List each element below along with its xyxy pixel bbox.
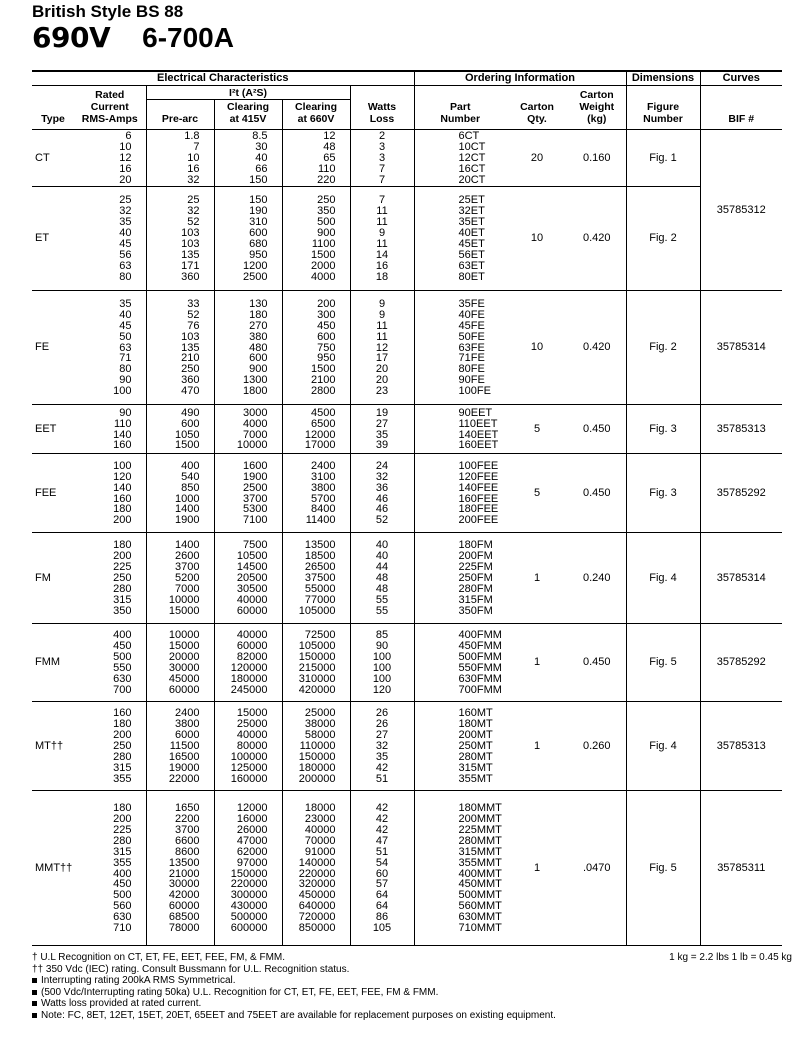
- part-number-list: 180MMT 200MMT 225MMT 280MMT 315MMT 355MMT 400MMT 450MMT 500MMT 560MMT 630MMT 710MMT: [414, 791, 506, 946]
- bif-number-cell: 35785292: [700, 624, 782, 702]
- footnote-watts: Watts loss provided at rated current.: [32, 998, 792, 1010]
- table-section-row: [32, 454, 782, 533]
- carton-weight-cell: .0470: [568, 791, 626, 946]
- watts-loss-list: 19 27 35 39: [350, 405, 414, 454]
- carton-qty-cell: 1: [506, 702, 568, 791]
- bif-number-cell: 35785292: [700, 454, 782, 533]
- rated-current-list: 400 450 500 550 630 700: [74, 624, 146, 702]
- table-section-row: [32, 533, 782, 624]
- type-cell: FEE: [32, 454, 74, 533]
- fuse-spec-table: [32, 70, 782, 946]
- part-number-list: 6CT 10CT 12CT 16CT 20CT: [414, 130, 506, 187]
- rated-current-list: 180 200 225 250 280 315 350: [74, 533, 146, 624]
- table-section-row: [32, 291, 782, 405]
- pre-arc-list: 25 32 52 103 103 135 171 360: [146, 187, 214, 291]
- watts-loss-list: 24 32 36 46 46 52: [350, 454, 414, 533]
- figure-number-cell: Fig. 1: [626, 130, 700, 187]
- type-cell: FMM: [32, 624, 74, 702]
- page-header: [32, 2, 234, 54]
- bullet-icon: [32, 1013, 37, 1018]
- pre-arc-list: 490 600 1050 1500: [146, 405, 214, 454]
- figure-number-cell: Fig. 5: [626, 624, 700, 702]
- rating-heading: [32, 22, 234, 54]
- clearing-660-list: 2400 3100 3800 5700 8400 11400: [282, 454, 350, 533]
- clearing-415-list: 12000 16000 26000 47000 62000 97000 150000 220000 300000 430000 500000 600000: [214, 791, 282, 946]
- clearing-660-list: 13500 18500 26500 37500 55000 77000 105000: [282, 533, 350, 624]
- type-cell: EET: [32, 405, 74, 454]
- carton-weight-cell: 0.160: [568, 130, 626, 187]
- clearing-415-list: 15000 25000 40000 80000 100000 125000 160000: [214, 702, 282, 791]
- carton-qty-cell: 5: [506, 454, 568, 533]
- watts-loss-list: 42 42 42 47 51 54 60 57 64 64 86 105: [350, 791, 414, 946]
- carton-weight-cell: 0.240: [568, 533, 626, 624]
- electrical-group-header: Electrical Characteristics: [32, 71, 414, 86]
- col-figure-number: Figure Number: [626, 86, 700, 130]
- table-section-row: [32, 791, 782, 946]
- table-body: [32, 130, 782, 946]
- rated-current-list: 160 180 200 250 280 315 355: [74, 702, 146, 791]
- bif-number-cell: 35785312: [700, 130, 782, 291]
- carton-qty-cell: 1: [506, 533, 568, 624]
- part-number-list: 180FM 200FM 225FM 250FM 280FM 315FM 350FM: [414, 533, 506, 624]
- part-number-list: 160MT 180MT 200MT 250MT 280MT 315MT 355MT: [414, 702, 506, 791]
- col-rated-current: Rated Current RMS-Amps: [74, 86, 146, 130]
- col-carton-qty: Carton Qty.: [506, 86, 568, 130]
- clearing-415-list: 40000 60000 82000 120000 180000 245000: [214, 624, 282, 702]
- col-clearing-415: Clearing at 415V: [214, 100, 282, 130]
- type-cell: ET: [32, 187, 74, 291]
- footnote-replacement: Note: FC, 8ET, 12ET, 15ET, 20ET, 65EET and 75EET are available for replacement purposes on existing equipment.: [32, 1010, 792, 1022]
- type-cell: CT: [32, 130, 74, 187]
- footnote-dagger: † U.L Recognition on CT, ET, FE, EET, FEE, FM, & FMM.: [32, 952, 286, 963]
- carton-qty-cell: 1: [506, 791, 568, 946]
- footnote-interrupting: Interrupting rating 200kA RMS Symmetrical.: [32, 975, 792, 987]
- pre-arc-list: 33 52 76 103 135 210 250 360 470: [146, 291, 214, 405]
- bullet-icon: [32, 990, 37, 995]
- footnotes: [32, 952, 792, 1022]
- clearing-660-list: 200 300 450 600 750 950 1500 2100 2800: [282, 291, 350, 405]
- bullet-icon: [32, 978, 37, 983]
- voltage-rating: 690V: [32, 21, 111, 54]
- watts-loss-list: 26 26 27 32 35 42 51: [350, 702, 414, 791]
- pre-arc-list: 2400 3800 6000 11500 16500 19000 22000: [146, 702, 214, 791]
- clearing-660-list: 18000 23000 40000 70000 91000 140000 220000 320000 450000 640000 720000 850000: [282, 791, 350, 946]
- part-number-list: 90EET 110EET 140EET 160EET: [414, 405, 506, 454]
- part-number-list: 100FEE 120FEE 140FEE 160FEE 180FEE 200FEE: [414, 454, 506, 533]
- dimensions-group-header: Dimensions: [626, 71, 700, 86]
- part-number-list: 25ET 32ET 35ET 40ET 45ET 56ET 63ET 80ET: [414, 187, 506, 291]
- rated-current-list: 100 120 140 160 180 200: [74, 454, 146, 533]
- carton-qty-cell: 1: [506, 624, 568, 702]
- figure-number-cell: Fig. 2: [626, 187, 700, 291]
- figure-number-cell: Fig. 5: [626, 791, 700, 946]
- table-section-row: [32, 187, 782, 291]
- bif-number-cell: 35785314: [700, 533, 782, 624]
- col-watts-loss: Watts Loss: [350, 86, 414, 130]
- footnote-double-dagger: †† 350 Vdc (IEC) rating. Consult Bussmann for U.L. Recognition status.: [32, 963, 350, 975]
- bif-number-cell: 35785314: [700, 291, 782, 405]
- type-cell: MT††: [32, 702, 74, 791]
- pre-arc-list: 1400 2600 3700 5200 7000 10000 15000: [146, 533, 214, 624]
- clearing-415-list: 1600 1900 2500 3700 5300 7100: [214, 454, 282, 533]
- pre-arc-list: 1.8 7 10 16 32: [146, 130, 214, 187]
- col-type: Type: [32, 86, 74, 130]
- amp-range: 6-700A: [142, 22, 234, 53]
- type-cell: FE: [32, 291, 74, 405]
- carton-weight-cell: 0.450: [568, 454, 626, 533]
- clearing-415-list: 130 180 270 380 480 600 900 1300 1800: [214, 291, 282, 405]
- carton-weight-cell: 0.420: [568, 291, 626, 405]
- clearing-415-list: 3000 4000 7000 10000: [214, 405, 282, 454]
- ordering-group-header: Ordering Information: [414, 71, 626, 86]
- footnote-dc-rating: (500 Vdc/Interrupting rating 50ka) U.L. Recognition for CT, ET, FE, EET, FEE, FM & FMM.: [32, 987, 792, 999]
- clearing-660-list: 250 350 500 900 1100 1500 2000 4000: [282, 187, 350, 291]
- carton-qty-cell: 10: [506, 291, 568, 405]
- clearing-660-list: 25000 38000 58000 110000 150000 180000 200000: [282, 702, 350, 791]
- carton-weight-cell: 0.450: [568, 405, 626, 454]
- bif-number-cell: 35785313: [700, 702, 782, 791]
- series-title: British Style BS 88: [32, 2, 184, 21]
- watts-loss-list: 2 3 3 7 7: [350, 130, 414, 187]
- figure-number-cell: Fig. 4: [626, 533, 700, 624]
- carton-qty-cell: 5: [506, 405, 568, 454]
- type-cell: MMT††: [32, 791, 74, 946]
- pre-arc-list: 10000 15000 20000 30000 45000 60000: [146, 624, 214, 702]
- clearing-660-list: 12 48 65 110 220: [282, 130, 350, 187]
- watts-loss-list: 40 40 44 48 48 55 55: [350, 533, 414, 624]
- clearing-660-list: 4500 6500 12000 17000: [282, 405, 350, 454]
- i2t-label: I²t (A²S): [229, 86, 267, 99]
- col-bif: BIF #: [700, 86, 782, 130]
- table-section-row: [32, 624, 782, 702]
- clearing-415-list: 150 190 310 600 680 950 1200 2500: [214, 187, 282, 291]
- rated-current-list: 25 32 35 40 45 56 63 80: [74, 187, 146, 291]
- rated-current-list: 6 10 12 16 20: [74, 130, 146, 187]
- bif-number-cell: 35785311: [700, 791, 782, 946]
- pre-arc-list: 400 540 850 1000 1400 1900: [146, 454, 214, 533]
- table-section-row: [32, 405, 782, 454]
- rated-current-list: 180 200 225 280 315 355 400 450 500 560 630 710: [74, 791, 146, 946]
- figure-number-cell: Fig. 3: [626, 405, 700, 454]
- carton-weight-cell: 0.260: [568, 702, 626, 791]
- carton-qty-cell: 20: [506, 130, 568, 187]
- table-section-row: [32, 702, 782, 791]
- col-carton-weight: Carton Weight (kg): [568, 86, 626, 130]
- figure-number-cell: Fig. 3: [626, 454, 700, 533]
- part-number-list: 35FE 40FE 45FE 50FE 63FE 71FE 80FE 90FE 100FE: [414, 291, 506, 405]
- part-number-list: 400FMM 450FMM 500FMM 550FMM 630FMM 700FMM: [414, 624, 506, 702]
- watts-loss-list: 9 9 11 11 12 17 20 20 23: [350, 291, 414, 405]
- carton-weight-cell: 0.420: [568, 187, 626, 291]
- clearing-415-list: 7500 10500 14500 20500 30500 40000 60000: [214, 533, 282, 624]
- clearing-660-list: 72500 105000 150000 215000 310000 420000: [282, 624, 350, 702]
- col-clearing-660: Clearing at 660V: [282, 100, 350, 130]
- bullet-icon: [32, 1001, 37, 1006]
- col-part-number: Part Number: [414, 86, 506, 130]
- col-i2t-group: [146, 86, 350, 100]
- watts-loss-list: 85 90 100 100 100 120: [350, 624, 414, 702]
- figure-number-cell: Fig. 4: [626, 702, 700, 791]
- watts-loss-list: 7 11 11 9 11 14 16 18: [350, 187, 414, 291]
- clearing-415-list: 8.5 30 40 66 150: [214, 130, 282, 187]
- rated-current-list: 90 110 140 160: [74, 405, 146, 454]
- curves-group-header: Curves: [700, 71, 782, 86]
- figure-number-cell: Fig. 2: [626, 291, 700, 405]
- type-cell: FM: [32, 533, 74, 624]
- bif-number-cell: 35785313: [700, 405, 782, 454]
- unit-conversion: 1 kg = 2.2 lbs 1 lb = 0.45 kg: [669, 952, 792, 963]
- carton-weight-cell: 0.450: [568, 624, 626, 702]
- table-section-row: [32, 130, 782, 187]
- pre-arc-list: 1650 2200 3700 6600 8600 13500 21000 30000 42000 60000 68500 78000: [146, 791, 214, 946]
- carton-qty-cell: 10: [506, 187, 568, 291]
- col-pre-arc: Pre-arc: [146, 100, 214, 130]
- rated-current-list: 35 40 45 50 63 71 80 90 100: [74, 291, 146, 405]
